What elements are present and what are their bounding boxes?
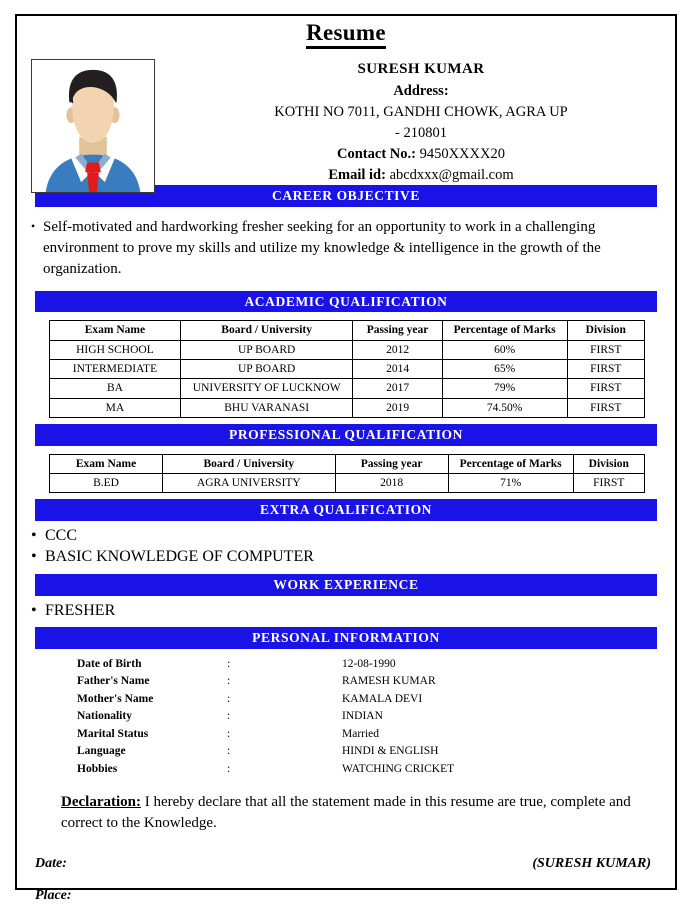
resume-page [15,14,677,903]
personal-info-separator: : [227,710,231,723]
resume-header [17,45,675,185]
personal-info-separator: : [227,727,231,740]
table-column-header: Division [567,321,644,340]
table-cell: FIRST [567,359,644,378]
list-item-label: FRESHER [45,601,116,619]
address-label: Address: [393,83,449,100]
section-heading-career-objective: CAREER OBJECTIVE [35,185,657,207]
signature-name: (SURESH KUMAR) [532,855,651,871]
table-column-header: Percentage of Marks [448,454,573,473]
table-header-row [50,321,645,340]
table-cell: 74.50% [442,398,567,417]
academic-table-wrap [17,312,675,424]
table-column-header: Passing year [353,321,442,340]
table-row [50,398,645,417]
personal-info-value: INDIAN [342,710,383,723]
profile-photo [31,59,155,193]
table-cell: 65% [442,359,567,378]
personal-info-separator: : [227,692,231,705]
table-cell: INTERMEDIATE [50,359,181,378]
contact-number-row [167,144,675,165]
table-cell: 71% [448,473,573,492]
declaration-text: I hereby declare that all the statement made in this resume are true, complete and correct to the Knowledge. [61,793,631,831]
personal-info-value: HINDI & ENGLISH [342,745,439,758]
table-column-header: Division [573,454,644,473]
personal-info-row [77,673,675,690]
bullet-icon: • [31,548,37,566]
bullet-icon: • [31,601,37,619]
bullet-icon: • [31,218,36,233]
table-row [50,340,645,359]
table-cell: BA [50,379,181,398]
place-row [35,888,651,904]
contact-number-value: 9450XXXX20 [419,146,505,163]
table-cell: 60% [442,340,567,359]
personal-info-row [77,691,675,708]
section-heading-academic: ACADEMIC QUALIFICATION [35,291,657,313]
declaration-block [61,792,645,834]
personal-info-label: Date of Birth [77,657,142,670]
email-row [167,165,675,186]
place-label: Place: [35,887,72,903]
table-cell: FIRST [567,379,644,398]
career-objective-body: Self-motivated and hardworking fresher seeking for an opportunity to work in a challenging environment to prove my skills and utilize my knowledge & intelligence in the growth of the organization. [43,218,601,278]
page-title [17,16,675,45]
section-heading-extra: EXTRA QUALIFICATION [35,499,657,521]
declaration-label: Declaration: [61,793,141,810]
table-cell: 2018 [335,473,448,492]
list-item-label: CCC [45,526,78,544]
extra-qualification-list [31,525,675,568]
table-cell: UNIVERSITY OF LUCKNOW [180,379,353,398]
table-cell: HIGH SCHOOL [50,340,181,359]
personal-info-label: Nationality [77,710,132,723]
list-item [31,546,675,568]
personal-info-row [77,761,675,778]
personal-info-separator: : [227,745,231,758]
personal-info-row [77,656,675,673]
personal-info-value: RAMESH KUMAR [342,675,436,688]
table-cell: 2017 [353,379,442,398]
bullet-icon: • [31,526,37,544]
list-item-label: BASIC KNOWLEDGE OF COMPUTER [45,548,314,566]
section-heading-personal: PERSONAL INFORMATION [35,627,657,649]
personal-info-value: KAMALA DEVI [342,692,423,705]
contact-block [167,45,675,186]
table-row [50,379,645,398]
personal-info-separator: : [227,675,231,688]
candidate-name: SURESH KUMAR [357,61,485,78]
personal-info-separator: : [227,657,231,670]
table-column-header: Exam Name [50,321,181,340]
table-cell: BHU VARANASI [180,398,353,417]
list-item [31,525,675,547]
personal-info-value: Married [342,727,380,740]
table-cell: FIRST [573,473,644,492]
address-line-2: - 210801 [395,125,447,142]
table-column-header: Board / University [180,321,353,340]
contact-number-label: Contact No.: [337,146,416,163]
personal-info-row [77,708,675,725]
section-heading-work-experience: WORK EXPERIENCE [35,574,657,596]
career-objective-text [31,217,653,281]
professional-qualification-table [49,454,645,494]
table-cell: UP BOARD [180,340,353,359]
address-line-1: KOTHI NO 7011, GANDHI CHOWK, AGRA UP [274,104,568,121]
professional-table-wrap [17,446,675,500]
section-heading-professional: PROFESSIONAL QUALIFICATION [35,424,657,446]
personal-info-label: Language [77,745,126,758]
personal-info-label: Hobbies [77,762,118,775]
page-title-text: Resume [306,20,386,49]
table-cell: FIRST [567,398,644,417]
table-row [50,473,645,492]
personal-info-label: Father's Name [77,675,150,688]
personal-info-value: WATCHING CRICKET [342,762,455,775]
email-value: abcdxxx@gmail.com [389,167,514,184]
academic-qualification-table [49,320,645,418]
table-column-header: Exam Name [50,454,163,473]
personal-info-row [77,726,675,743]
date-signature-row [35,856,651,872]
work-experience-list [31,600,675,622]
table-row [50,359,645,378]
personal-info-separator: : [227,762,231,775]
personal-info-value: 12-08-1990 [342,657,396,670]
table-cell: 79% [442,379,567,398]
personal-information-list [17,649,675,782]
table-column-header: Passing year [335,454,448,473]
table-cell: AGRA UNIVERSITY [163,473,336,492]
table-column-header: Percentage of Marks [442,321,567,340]
table-cell: B.ED [50,473,163,492]
personal-info-label: Marital Status [77,727,149,740]
signature-block [35,856,651,904]
profile-photo-illustration [32,60,154,192]
table-cell: 2014 [353,359,442,378]
personal-info-row [77,743,675,760]
list-item [31,600,675,622]
table-cell: UP BOARD [180,359,353,378]
table-column-header: Board / University [163,454,336,473]
date-label: Date: [35,855,67,871]
table-cell: FIRST [567,340,644,359]
table-cell: 2012 [353,340,442,359]
email-label: Email id: [328,167,386,184]
personal-info-label: Mother's Name [77,692,154,705]
table-cell: 2019 [353,398,442,417]
table-cell: MA [50,398,181,417]
table-header-row [50,454,645,473]
